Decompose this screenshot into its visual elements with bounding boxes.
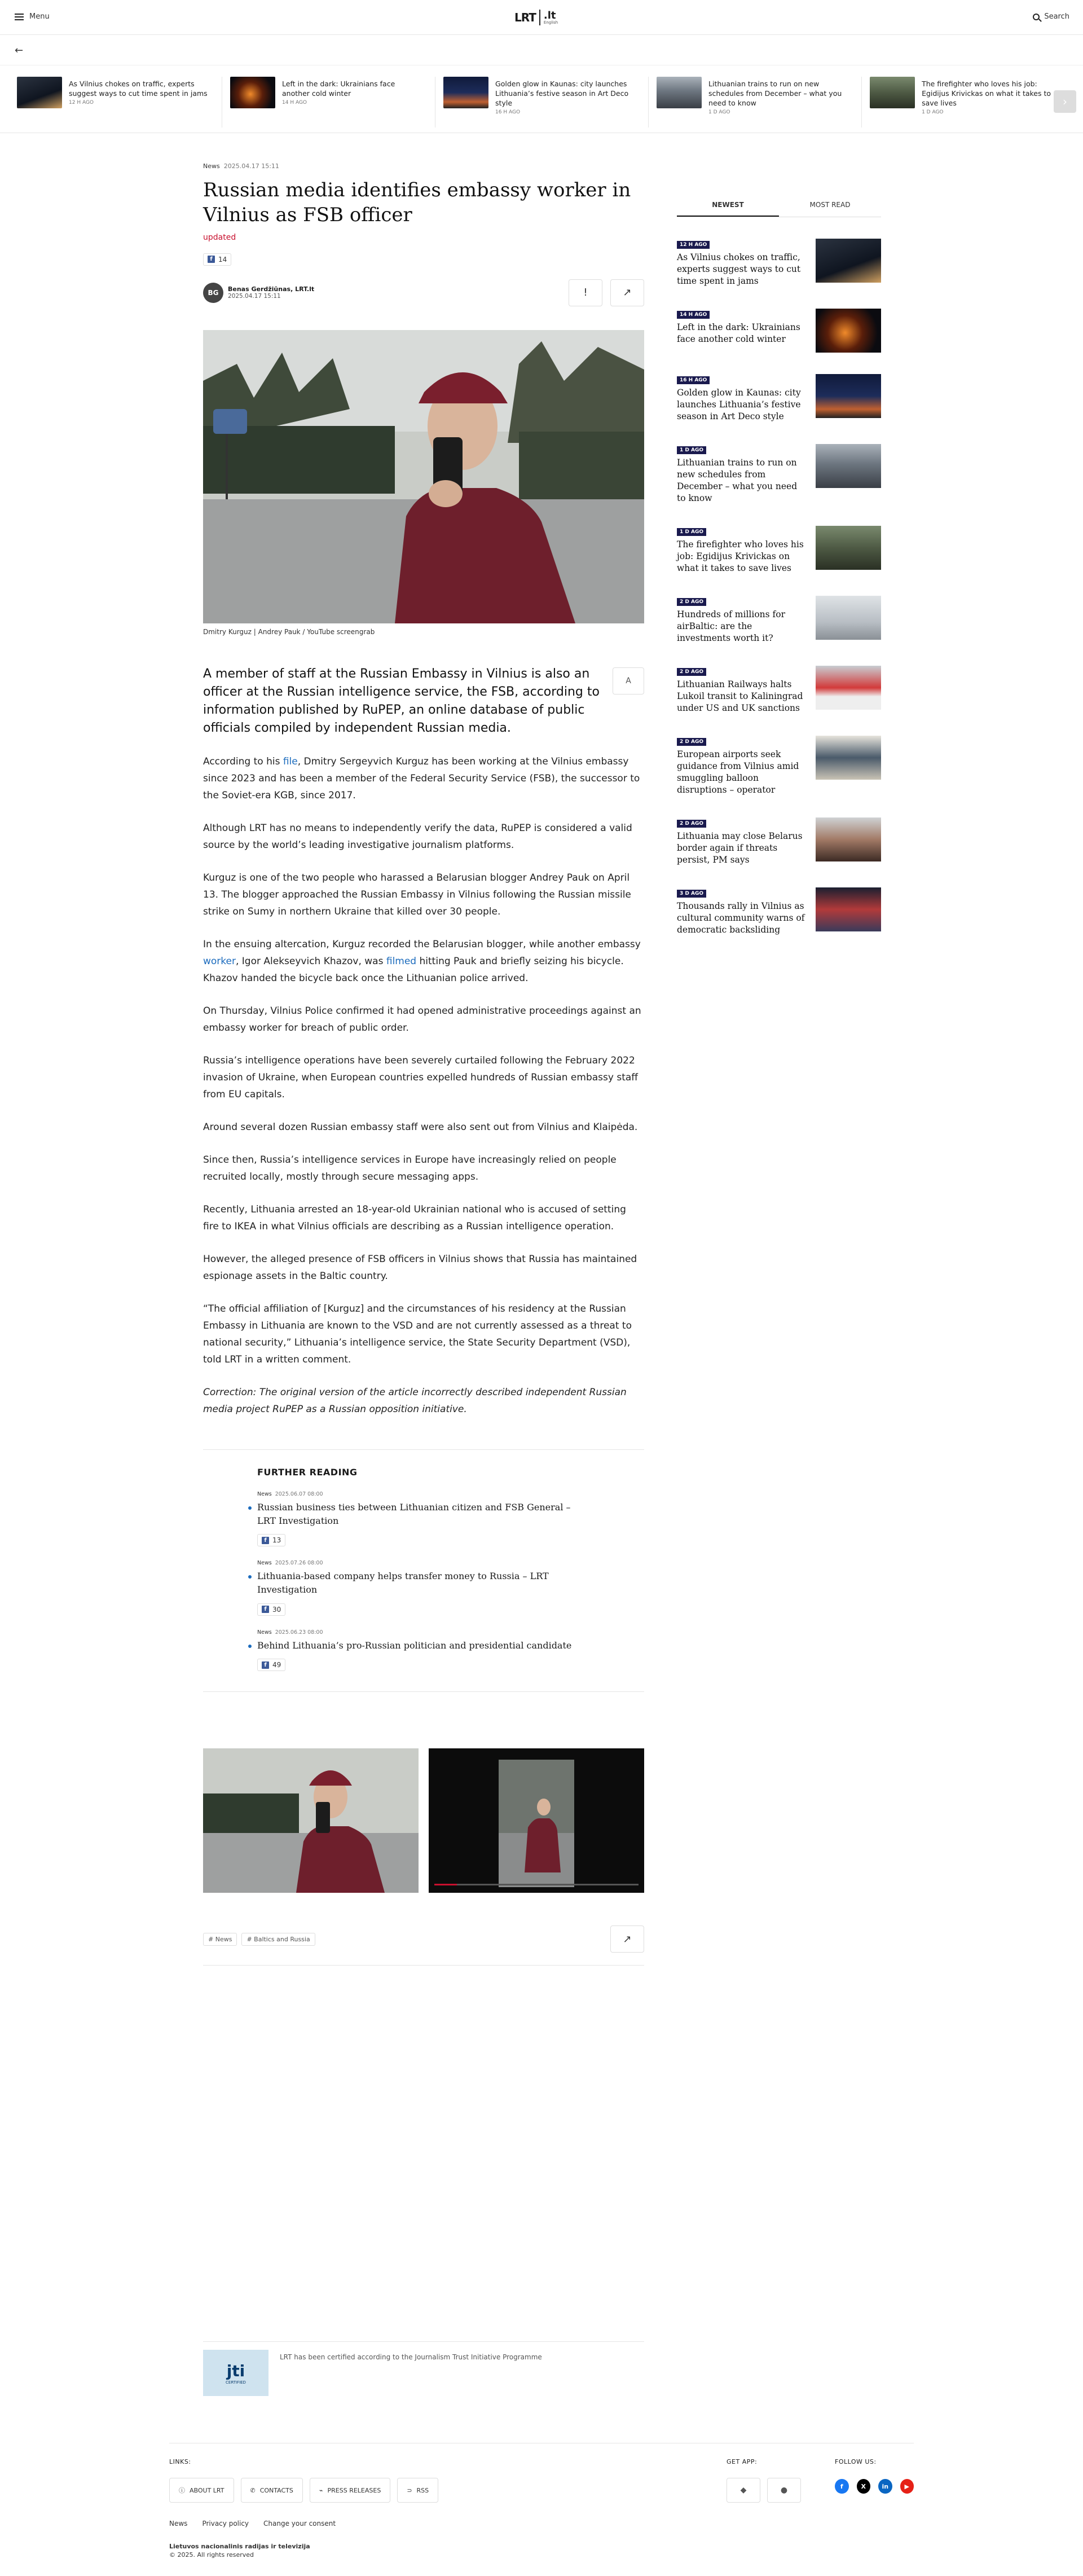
sidebar-item-text [677,307,807,353]
carousel-thumbnail [870,77,915,108]
tab-newest[interactable]: NEWEST [677,192,779,217]
further-date: 2025.06.07 08:00 [275,1491,323,1497]
paragraph: Since then, Russia’s intelligence services in Europe have increasingly relied on people recruited locally, mostly through secure messaging apps. [203,1154,617,1183]
carousel-time: 16 H AGO [495,109,521,115]
paragraph: Around several dozen Russian embassy staff were also sent out from Vilnius and Klaipėda. [203,1121,638,1133]
jti-logo[interactable] [203,2350,268,2396]
paragraph: On Thursday, Vilnius Police confirmed it had opened administrative proceedings against an embassy worker for breach of public order. [203,1005,641,1034]
sidebar-item-text [677,525,807,574]
carousel-next-icon[interactable]: › [1054,90,1076,113]
article-date: 2025.04.17 15:11 [223,162,279,170]
facebook-share-count[interactable] [257,1659,285,1671]
sidebar [677,192,881,936]
sidebar-item[interactable] [677,525,881,574]
carousel-title: The firefighter who loves his job: Egidijus Krivickas on what it takes to save lives [922,80,1051,107]
android-icon: ◆ [740,2486,747,2495]
carousel-title: As Vilnius chokes on traffic, experts suggest ways to cut time spent in jams [69,80,208,98]
further-title[interactable]: Russian business ties between Lithuanian citizen and FSB General – LRT Investigation [257,1501,590,1528]
sidebar-thumbnail [816,309,881,353]
paragraph: Kurguz is one of the two people who harassed a Belarusian blogger Andrey Pauk on April 13. The blogger approached the Russian Embassy in Vilnius following the Russian missile strike on Sumy in northern Ukraine that killed over 30 people. [203,872,631,917]
time-badge: 2 D AGO [677,738,706,746]
jti-logo-sub: CERTIFIED [226,2380,246,2385]
sidebar-item[interactable] [677,665,881,714]
exclamation-icon: ! [583,287,588,298]
tag-news[interactable]: # News [203,1933,237,1946]
jti-certification [203,2341,644,2396]
fb-count: 13 [272,1536,281,1544]
sidebar-item-text [677,238,807,287]
further-category: News [257,1629,272,1636]
sidebar-item-title[interactable]: Left in the dark: Ukrainians face another cold winter [677,322,800,344]
further-meta [257,1491,590,1497]
facebook-icon: f [262,1537,269,1544]
sidebar-item[interactable] [677,238,881,287]
facebook-icon: f [208,256,215,263]
phone-icon: ✆ [250,2486,256,2494]
filmed-link[interactable]: filmed [386,955,417,967]
further-meta [257,1629,590,1636]
carousel-thumbnail [443,77,488,108]
back-arrow-icon[interactable]: ← [15,45,24,56]
sidebar-item[interactable] [677,595,881,644]
facebook-share-count[interactable] [257,1603,285,1616]
follow-heading: FOLLOW US: [835,2458,877,2465]
facebook-share-count[interactable] [257,1534,285,1546]
sidebar-item-text [677,886,807,936]
carousel-time: 1 D AGO [708,109,730,115]
carousel-item[interactable] [657,77,862,128]
further-reading-heading: FURTHER READING [257,1466,358,1478]
link-label: CONTACTS [259,2486,293,2494]
press-releases-link[interactable] [310,2478,390,2503]
hamburger-icon [15,14,24,20]
sidebar-thumbnail [816,444,881,488]
share-icon: ↗ [623,287,632,298]
sidebar-item[interactable] [677,886,881,936]
about-lrt-link[interactable] [169,2478,234,2503]
author-date: 2025.04.17 15:11 [228,293,281,300]
carousel-item[interactable] [230,77,435,128]
linkedin-icon[interactable]: in [878,2479,892,2494]
ios-app-button[interactable] [767,2478,801,2503]
time-badge: 1 D AGO [677,528,706,536]
media-gallery [203,1748,644,1893]
sidebar-thumbnail [816,239,881,283]
text-size-icon: A [626,676,631,685]
paragraph-text: hitting Pauk and briefly seizing his bicycle. Khazov handed the bicycle back once the Lithuanian police arrived. [203,955,624,984]
privacy-policy-link[interactable]: Privacy policy [202,2520,249,2527]
sidebar-tabs [677,192,881,217]
report-error-button[interactable] [569,279,602,306]
facebook-icon: f [262,1661,269,1669]
paragraph: Russia’s intelligence operations have been severely curtailed following the February 2022 invasion of Ukraine, when European countries expelled hundreds of Russian embassy staff from EU capitals. [203,1054,638,1100]
article-body [203,753,644,1418]
sidebar-item-title[interactable]: As Vilnius chokes on traffic, experts suggest ways to cut time spent in jams [677,252,801,286]
sidebar-thumbnail [816,817,881,861]
paragraph [203,936,644,987]
carousel-title: Left in the dark: Ukrainians face another cold winter [282,80,395,98]
article-lead [203,665,644,737]
further-title[interactable]: Behind Lithuania’s pro-Russian politician and presidential candidate [257,1639,590,1652]
further-date: 2025.06.23 08:00 [275,1629,323,1636]
correction-note: Correction: The original version of the article incorrectly described independent Russian media project RuPEP as a Russian opposition initiative. [203,1386,627,1415]
carousel-item[interactable] [17,77,222,128]
sidebar-thumbnail [816,526,881,570]
facebook-icon[interactable]: f [835,2479,849,2494]
carousel-time: 1 D AGO [922,109,944,115]
back-bar [0,35,1083,65]
sidebar-item-title[interactable]: Lithuanian Railways halts Lukoil transit to Kaliningrad under US and UK sanctions [677,679,803,713]
link-label: PRESS RELEASES [327,2486,381,2494]
fb-count: 30 [272,1605,281,1614]
sidebar-item-title[interactable]: The firefighter who loves his job: Egidijus Krivickas on what it takes to save lives [677,539,804,573]
further-category: News [257,1560,272,1566]
image-caption: Dmitry Kurguz | Andrey Pauk / YouTube screengrab [203,627,375,636]
sidebar-item-title[interactable]: Hundreds of millions for airBaltic: are the investments worth it? [677,609,785,643]
sidebar-item-text [677,816,807,866]
logo-divider [539,10,540,25]
megaphone-icon: ⌁ [319,2486,323,2494]
contacts-link[interactable] [241,2478,303,2503]
time-badge: 2 D AGO [677,820,706,828]
sidebar-item[interactable] [677,816,881,866]
carousel-item[interactable] [443,77,649,128]
time-badge: 16 H AGO [677,376,710,384]
gallery-video-illustration [429,1748,644,1893]
text-size-button[interactable] [613,667,644,694]
links-heading: LINKS: [169,2458,191,2465]
further-item[interactable] [257,1560,590,1616]
search-label: Search [1044,12,1069,21]
further-category: News [257,1491,272,1497]
copyright [169,2542,914,2559]
paragraph-text: In the ensuing altercation, Kurguz recorded the Belarusian blogger, while another embassy [203,938,641,950]
facebook-share-count[interactable] [203,253,231,266]
youtube-icon[interactable]: ▶ [900,2479,914,2494]
share-button[interactable] [610,1926,644,1953]
sidebar-item-title[interactable]: Lithuanian trains to run on new schedules from December – what you need to know [677,458,798,503]
consent-link[interactable]: Change your consent [263,2520,336,2527]
sidebar-thumbnail [816,887,881,931]
logo-main: LRT [514,11,536,24]
carousel-title: Lithuanian trains to run on new schedules from December – what you need to know [708,80,842,107]
tags-row [203,1926,644,1966]
article-category[interactable]: News [203,162,220,170]
lrt-logo[interactable] [514,8,558,27]
article [203,133,644,1966]
jti-text: LRT has been certified according to the Journalism Trust Initiative Programme [280,2353,542,2361]
rss-link[interactable] [397,2478,438,2503]
time-badge: 1 D AGO [677,446,706,454]
sidebar-thumbnail [816,666,881,710]
time-badge: 14 H AGO [677,311,710,319]
sidebar-item-title[interactable]: Golden glow in Kaunas: city launches Lithuania’s festive season in Art Deco style [677,388,801,421]
author-row [203,279,644,306]
time-badge: 12 H AGO [677,241,710,249]
time-badge: 2 D AGO [677,598,706,606]
gallery-photo[interactable] [203,1748,419,1893]
article-title: Russian media identifies embassy worker in Vilnius as FSB officer [203,179,631,226]
hero-image[interactable] [203,330,644,623]
time-badge: 3 D AGO [677,890,706,898]
share-button[interactable] [610,279,644,306]
paragraph-text: According to his [203,755,283,767]
tab-most-read[interactable]: MOST READ [809,201,851,209]
paragraph [203,753,644,804]
gallery-video[interactable] [429,1748,644,1893]
search-icon [1033,14,1040,20]
sidebar-thumbnail [816,374,881,418]
facebook-icon: f [262,1606,269,1613]
paragraph-text: , Dmitry Sergeyvich Kurguz has been working at the Vilnius embassy since 2023 and has been a member of the Federal Security Service (FSB), the successor to the Soviet-era KGB, since 2017. [203,755,640,801]
time-badge: 2 D AGO [677,668,706,676]
share-icon: ↗ [623,1933,632,1945]
updated-label: updated [203,233,236,242]
carousel-title: Golden glow in Kaunas: city launches Lithuania’s festive season in Art Deco style [495,80,629,107]
sidebar-list [677,238,881,936]
info-icon: ⓘ [179,2487,185,2494]
menu-label: Menu [29,12,50,21]
paragraph: Recently, Lithuania arrested an 18-year-old Ukrainian national who is accused of setting fire to IKEA in what Vilnius officials are describing as a Russian intelligence operation. [203,1203,626,1232]
sidebar-item[interactable] [677,307,881,353]
lead-text: A member of staff at the Russian Embassy in Vilnius is also an officer at the Russian intelligence service, the FSB, according to information published by RuPEP, an online database of public officials compiled by independent Russian media. [203,666,600,735]
further-item[interactable] [257,1629,590,1672]
further-item[interactable] [257,1491,590,1547]
site-footer [169,2443,914,2559]
menu-button[interactable] [15,12,50,21]
rss-icon: ⊃ [407,2486,412,2494]
footer-news-link[interactable]: News [169,2520,188,2527]
footer-nav [169,2520,914,2527]
sidebar-item-text [677,665,807,714]
apple-icon: ● [780,2486,788,2495]
jti-logo-text: jti [226,2361,245,2380]
sidebar-item-text [677,735,807,796]
carousel-time: 12 H AGO [69,100,94,105]
search-button[interactable] [1033,12,1069,21]
fb-count: 14 [218,255,227,263]
paragraph: However, the alleged presence of FSB officers in Vilnius shows that Russia has maintained espionage assets in the Baltic country. [203,1253,637,1282]
carousel-thumbnail [230,77,275,108]
further-meta [257,1560,590,1566]
org-name: Lietuvos nacionalinis radijas ir televizija [169,2543,310,2550]
logo-tld-block [544,11,558,25]
carousel-thumbnail [17,77,62,108]
app-heading: GET APP: [727,2458,758,2465]
sidebar-thumbnail [816,736,881,780]
paragraph-text: , Igor Alekseyvich Khazov, was [235,955,386,967]
further-reading [203,1449,644,1693]
sidebar-item-title[interactable]: Lithuania may close Belarus border again if threats persist, PM says [677,831,803,865]
sidebar-thumbnail [816,596,881,640]
carousel-time: 14 H AGO [282,100,307,105]
sidebar-item[interactable] [677,443,881,504]
gallery-photo-illustration [203,1748,419,1893]
sidebar-item-title[interactable]: Thousands rally in Vilnius as cultural community warns of democratic backsliding [677,901,805,935]
x-icon[interactable]: X [857,2479,871,2494]
paragraph: “The official affiliation of [Kurguz] and the circumstances of his residency at the Russian Embassy in Lithuania are known to the VSD and are not currently assessed as a threat to national security,” Lithuania’s intelligence service, the State Security Department (VSD), told LRT in a written comment. [203,1303,632,1365]
link-label: RSS [416,2486,429,2494]
author-name[interactable]: Benas Gerdžiūnas, LRT.lt [228,285,315,293]
tag-baltics-and-russia[interactable]: # Baltics and Russia [241,1933,315,1946]
site-header [0,0,1083,35]
further-title[interactable]: Lithuania-based company helps transfer money to Russia – LRT Investigation [257,1570,590,1597]
android-app-button[interactable] [727,2478,760,2503]
copyright-text: © 2025. All rights reserved [169,2551,254,2559]
author-avatar[interactable]: BG [203,283,223,303]
sidebar-item[interactable] [677,373,881,423]
logo-sub: English [543,20,558,25]
sidebar-item-text [677,443,807,504]
link-label: ABOUT LRT [190,2486,224,2494]
worker-link[interactable]: worker [203,955,236,967]
hero-illustration [203,330,644,623]
carousel-item[interactable] [870,77,1075,128]
article-meta [203,162,644,170]
sidebar-item-text [677,595,807,644]
paragraph: Although LRT has no means to independently verify the data, RuPEP is considered a valid source by the world’s leading investigative journalism platforms. [203,822,632,851]
news-carousel [0,65,1083,133]
file-link[interactable]: file [283,755,298,767]
sidebar-item[interactable] [677,735,881,796]
logo-tld: .lt [543,9,556,21]
further-date: 2025.07.26 08:00 [275,1560,323,1566]
sidebar-item-text [677,373,807,423]
sidebar-item-title[interactable]: European airports seek guidance from Vilnius amid smuggling balloon disruptions – operator [677,749,799,795]
fb-count: 49 [272,1661,281,1669]
carousel-thumbnail [657,77,702,108]
